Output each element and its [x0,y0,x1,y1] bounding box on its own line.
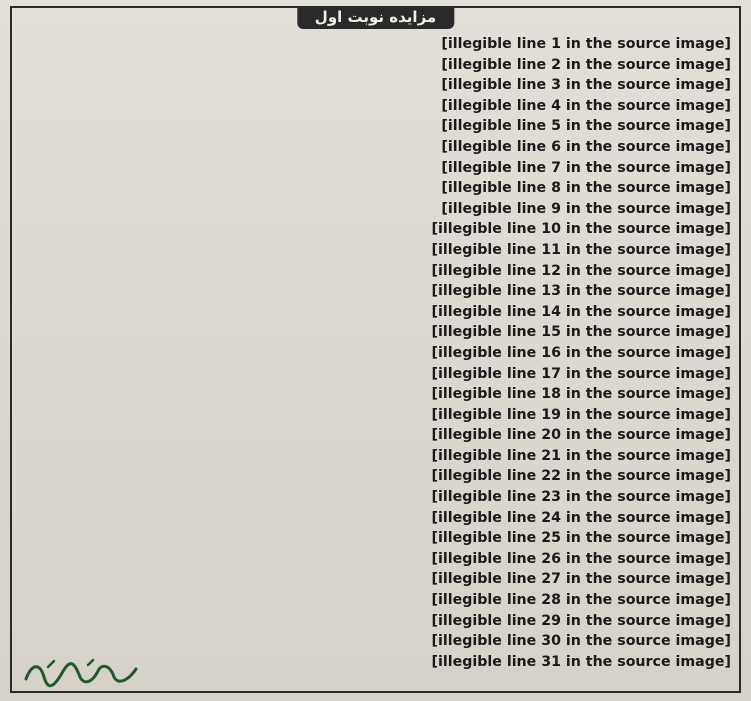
notice-line: [illegible line 9 in the source image] [441,200,731,217]
notice-line: [illegible line 16 in the source image] [431,344,731,361]
notice-line: [illegible line 29 in the source image] [431,612,731,629]
notice-line: [illegible line 28 in the source image] [431,592,731,609]
notice-body [20,34,731,670]
notice-title: مزایده نوبت اول [297,6,454,29]
notice-line: [illegible line 24 in the source image] [431,509,731,526]
notice-line: [illegible line 27 in the source image] [431,571,731,588]
notice-line: [illegible line 17 in the source image] [431,365,731,382]
notice-line: [illegible line 11 in the source image] [431,241,731,258]
notice-line: [illegible line 1 in the source image] [441,36,731,52]
notice-line: [illegible line 13 in the source image] [431,283,731,300]
notice-line: [illegible line 26 in the source image] [431,550,731,567]
notice-line: [illegible line 22 in the source image] [431,468,731,485]
notice-line: [illegible line 15 in the source image] [431,324,731,341]
notice-line: [illegible line 19 in the source image] [431,406,731,423]
notice-line: [illegible line 3 in the source image] [441,77,731,94]
notice-line: [illegible line 2 in the source image] [441,56,731,73]
notice-line: [illegible line 14 in the source image] [431,303,731,320]
notice-line: [illegible line 10 in the source image] [431,221,731,238]
notice-line: [illegible line 4 in the source image] [441,97,731,114]
notice-line: [illegible line 25 in the source image] [431,530,731,547]
notice-line: [illegible line 12 in the source image] [431,262,731,279]
notice-line: [illegible line 8 in the source image] [441,180,731,197]
notice-line: [illegible line 23 in the source image] [431,489,731,506]
notice-line: [illegible line 30 in the source image] [431,633,731,650]
notice-line: [illegible line 31 in the source image] [431,653,731,670]
handwritten-signature [18,653,158,689]
notice-line: [illegible line 18 in the source image] [431,386,731,403]
notice-line: [illegible line 6 in the source image] [441,138,731,155]
notice-line: [illegible line 7 in the source image] [441,159,731,176]
notice-frame [10,6,741,693]
notice-line: [illegible line 20 in the source image] [431,427,731,444]
notice-line: [illegible line 21 in the source image] [431,447,731,464]
notice-line: [illegible line 5 in the source image] [441,118,731,135]
